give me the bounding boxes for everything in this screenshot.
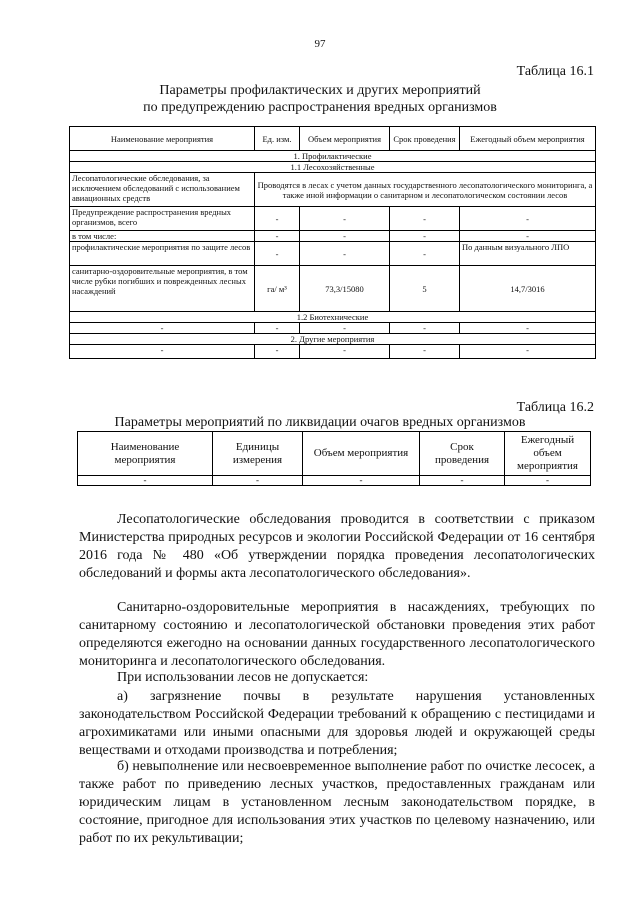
table-cell: - (460, 231, 596, 242)
table1-header-term: Срок проведения (390, 127, 460, 151)
table-cell: - (255, 345, 300, 359)
paragraph-item-b: б) невыполнение или несвоевременное выполнение работ по очистке лесосек, а также работ по приведению лесных участков, предоставленных гражданам или юридическим лицам в установленном лесным законодательством порядке, в состояние, пригодное для использования этих участков по целевому назначению, или работ по их рекультивации; (79, 759, 595, 846)
table-cell: По данным визуального ЛПО (460, 242, 596, 266)
table1-subsection-row (70, 312, 596, 323)
table-cell: га/ м³ (255, 266, 300, 312)
table2-row (78, 476, 591, 486)
table1-row-protective (70, 242, 596, 266)
table-cell: - (213, 476, 303, 486)
table1 (69, 126, 596, 359)
table1-row-bio (70, 323, 596, 334)
table1-section-row (70, 151, 596, 162)
table-cell: - (300, 345, 390, 359)
table-cell: - (255, 323, 300, 334)
table2-header-unit: Единицы измерения (213, 432, 303, 476)
table-cell: - (300, 323, 390, 334)
table1-number: Таблица 16.1 (516, 64, 594, 79)
table2-header-annual: Ежегодный объем мероприятия (505, 432, 591, 476)
table-cell: - (255, 207, 300, 231)
table-cell: - (420, 476, 505, 486)
table-cell: - (390, 345, 460, 359)
table-cell: - (300, 207, 390, 231)
table1-section1: 1. Профилактические (70, 151, 596, 162)
table-cell: - (70, 323, 255, 334)
table-cell: - (78, 476, 213, 486)
table-cell: 5 (390, 266, 460, 312)
table-cell: - (390, 242, 460, 266)
paragraph-item-a: а) загрязнение почвы в результате нарушения установленных законодательством Российской Федерации требований к обращению с пестицидами и агрохимикатами или иными опасными для здоровья людей и окружающей среды веществами и отходами производства и потребления; (79, 689, 595, 758)
table2-header-name: Наименование мероприятия (78, 432, 213, 476)
table2 (77, 431, 591, 486)
table-cell: - (255, 242, 300, 266)
table1-row-other (70, 345, 596, 359)
table1-including-name: в том числе: (70, 231, 255, 242)
table1-protective-name: профилактические мероприятия по защите лесов (70, 242, 255, 266)
table2-header-term: Срок проведения (420, 432, 505, 476)
table1-header-volume: Объем мероприятия (300, 127, 390, 151)
table1-subsection-row (70, 162, 596, 173)
table2-title: Параметры мероприятий по ликвидации очагов вредных организмов (114, 415, 526, 430)
table-cell: - (303, 476, 420, 486)
table-cell: - (300, 231, 390, 242)
table1-survey-note: Проводятся в лесах с учетом данных государственного лесопатологического мониторинга, а также иной информации о санитарном и лесопатологическом состоянии лесов (255, 173, 596, 207)
table2-header-volume: Объем мероприятия (303, 432, 420, 476)
table1-header-unit: Ед. изм. (255, 127, 300, 151)
table1-section2: 2. Другие мероприятия (70, 334, 596, 345)
table1-survey-name: Лесопатологические обследования, за исключением обследований с использованием авиационных средств (70, 173, 255, 207)
table-cell: - (390, 231, 460, 242)
table1-row-sanitary (70, 266, 596, 312)
paragraph-sanitary: Санитарно-оздоровительные мероприятия в насаждениях, требующих по санитарному состоянию и лесопатологической обстановки проведения этих работ определяются ежегодно на основании данных государственного лесопатологического мониторинга и лесопатологического обследования. (79, 600, 595, 669)
table-cell: - (390, 207, 460, 231)
table-cell: - (460, 323, 596, 334)
table1-row-including (70, 231, 596, 242)
table2-number: Таблица 16.2 (516, 400, 594, 415)
table-cell: - (460, 207, 596, 231)
table-cell: - (460, 345, 596, 359)
table-cell: - (390, 323, 460, 334)
table-cell: - (505, 476, 591, 486)
table1-section-row (70, 334, 596, 345)
table1-prevention-name: Предупреждение распространения вредных организмов, всего (70, 207, 255, 231)
paragraph-restrictions-intro: При использовании лесов не допускается: (117, 670, 369, 685)
paragraph-survey: Лесопатологические обследования проводится в соответствии с приказом Министерства природных ресурсов и экологии Российской Федерации от 16 сентября 2016 года № 480 «Об утверждении порядка проведения лесопатологических обследований и формы акта лесопатологического обследования». (79, 512, 595, 581)
table-cell: - (255, 231, 300, 242)
table1-subsection11: 1.1 Лесохозяйственные (70, 162, 596, 173)
table1-title-line2: по предупреждению распространения вредных организмов (143, 100, 497, 115)
table2-header-row (78, 432, 591, 476)
table-cell: - (300, 242, 390, 266)
table-cell: - (70, 345, 255, 359)
table-cell: 73,3/15080 (300, 266, 390, 312)
table1-sanitary-name: санитарно-оздоровительные мероприятия, в том числе рубки погибших и поврежденных лесных насаждений (70, 266, 255, 312)
table1-header-row (70, 127, 596, 151)
table1-header-annual: Ежегодный объем мероприятия (460, 127, 596, 151)
table1-row-prevention (70, 207, 596, 231)
page-number: 97 (314, 38, 326, 50)
table1-subsection12: 1.2 Биотехнические (70, 312, 596, 323)
table1-row-survey (70, 173, 596, 207)
table1-header-name: Наименование мероприятия (70, 127, 255, 151)
table-cell: 14,7/3016 (460, 266, 596, 312)
table1-title (60, 82, 580, 116)
table1-title-line1: Параметры профилактических и других мероприятий (159, 83, 481, 98)
